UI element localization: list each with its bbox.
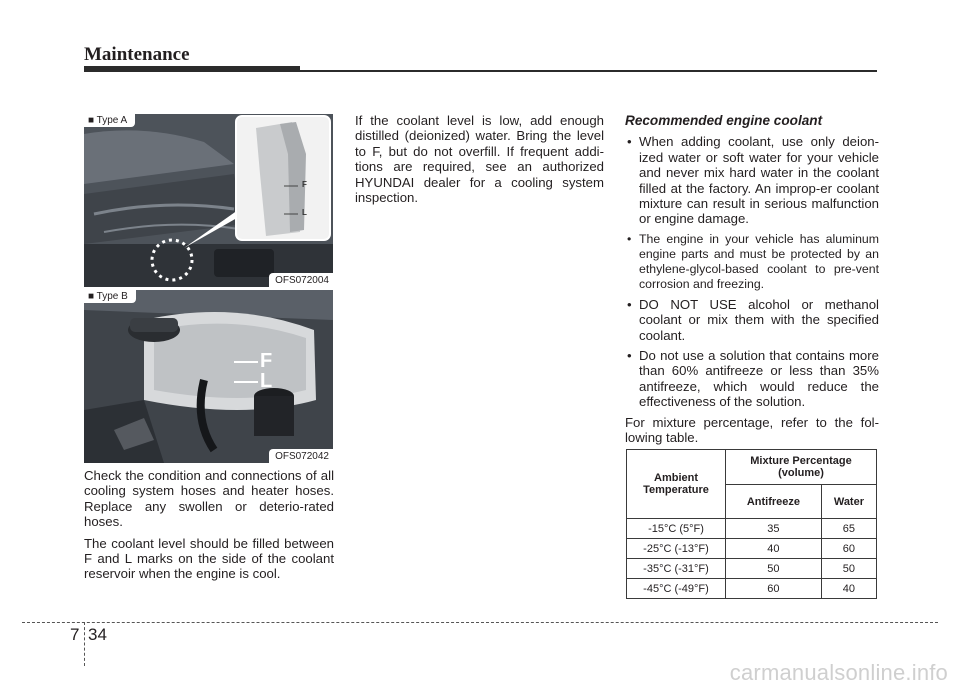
left-text-column — [84, 468, 334, 588]
page-number: 34 — [88, 625, 107, 644]
middle-text-column — [355, 113, 604, 211]
cell-water: 50 — [821, 559, 876, 579]
cell-temperature: -25°C (-13°F) — [627, 539, 726, 559]
table-row — [627, 579, 877, 599]
table-header-water: Water — [821, 485, 876, 519]
table-header-antifreeze: Antifreeze — [726, 485, 822, 519]
site-watermark: carmanualsonline.info — [729, 660, 948, 685]
right-text-column — [625, 113, 879, 452]
figure-type-a — [84, 114, 333, 287]
cell-water: 60 — [821, 539, 876, 559]
table-header-mixture: Mixture Percentage (volume) — [726, 450, 877, 485]
footer-rule — [22, 622, 938, 623]
footer-divider — [84, 622, 85, 666]
table-row — [627, 559, 877, 579]
chapter-number: 7 — [70, 625, 80, 644]
table-header-temperature: Ambient Temperature — [627, 450, 726, 519]
coolant-reservoir-illustration-b — [84, 290, 333, 463]
cell-temperature: -45°C (-49°F) — [627, 579, 726, 599]
bullet-item: • The engine in your vehicle has aluminum engine parts and must be protected by an ethylene-glycol-based coolant to pre-vent corrosion and freezing. — [625, 232, 879, 292]
section-heading: Recommended engine coolant — [625, 113, 823, 128]
mark-f-label: F — [260, 350, 273, 372]
paragraph-hose-check: Check the condition and connections of all cooling system hoses and heater hoses. Replace any swollen or deterio-rated hoses. — [84, 468, 334, 530]
mark-l-label: L — [260, 370, 273, 392]
header-rule — [300, 70, 877, 72]
cell-antifreeze: 35 — [726, 519, 822, 539]
paragraph-table-intro: For mixture percentage, refer to the fol-lowing table. — [625, 414, 879, 446]
figure-code: OFS072042 — [269, 449, 333, 463]
bullet-item: • When adding coolant, use only deion-ized water or soft water for your vehicle and never mix hard water in the coolant filled at the factory. An improp-er coolant mixture can result in serious malfunction or engine damage. — [625, 134, 879, 226]
cell-temperature: -35°C (-31°F) — [627, 559, 726, 579]
paragraph-coolant-level: The coolant level should be filled between F and L marks on the side of the coolant reservoir when the engine is cool. — [84, 535, 334, 582]
table-row — [627, 519, 877, 539]
page-header-title: Maintenance — [84, 44, 190, 65]
coolant-bullet-list — [625, 134, 879, 409]
figure-code: OFS072004 — [269, 273, 333, 287]
cell-antifreeze: 40 — [726, 539, 822, 559]
header-bar — [84, 66, 300, 72]
figure-type-b — [84, 290, 333, 463]
bullet-item: • Do not use a solution that contains more than 60% antifreeze or less than 35% antifreeze, which would reduce the effectiveness of the solution. — [625, 348, 879, 410]
cell-water: 40 — [821, 579, 876, 599]
figure-type-label: ■ Type A — [84, 114, 135, 127]
mark-l-label: L — [302, 208, 307, 217]
coolant-mixture-table — [626, 449, 877, 599]
cell-water: 65 — [821, 519, 876, 539]
mark-f-label: F — [302, 180, 307, 189]
bullet-item: • DO NOT USE alcohol or methanol coolant or mix them with the specified coolant. — [625, 297, 879, 343]
cell-antifreeze: 60 — [726, 579, 822, 599]
table-row — [627, 539, 877, 559]
cell-temperature: -15°C (5°F) — [627, 519, 726, 539]
figure-type-label: ■ Type B — [84, 290, 136, 303]
cell-antifreeze: 50 — [726, 559, 822, 579]
paragraph-add-water: If the coolant level is low, add enough distilled (deionized) water. Bring the level to F, but do not overfill. If frequent addi-tions are required, see an authorized HYUNDAI dealer for a cooling system inspection. — [355, 113, 604, 206]
engine-bay-illustration-a — [84, 114, 333, 287]
